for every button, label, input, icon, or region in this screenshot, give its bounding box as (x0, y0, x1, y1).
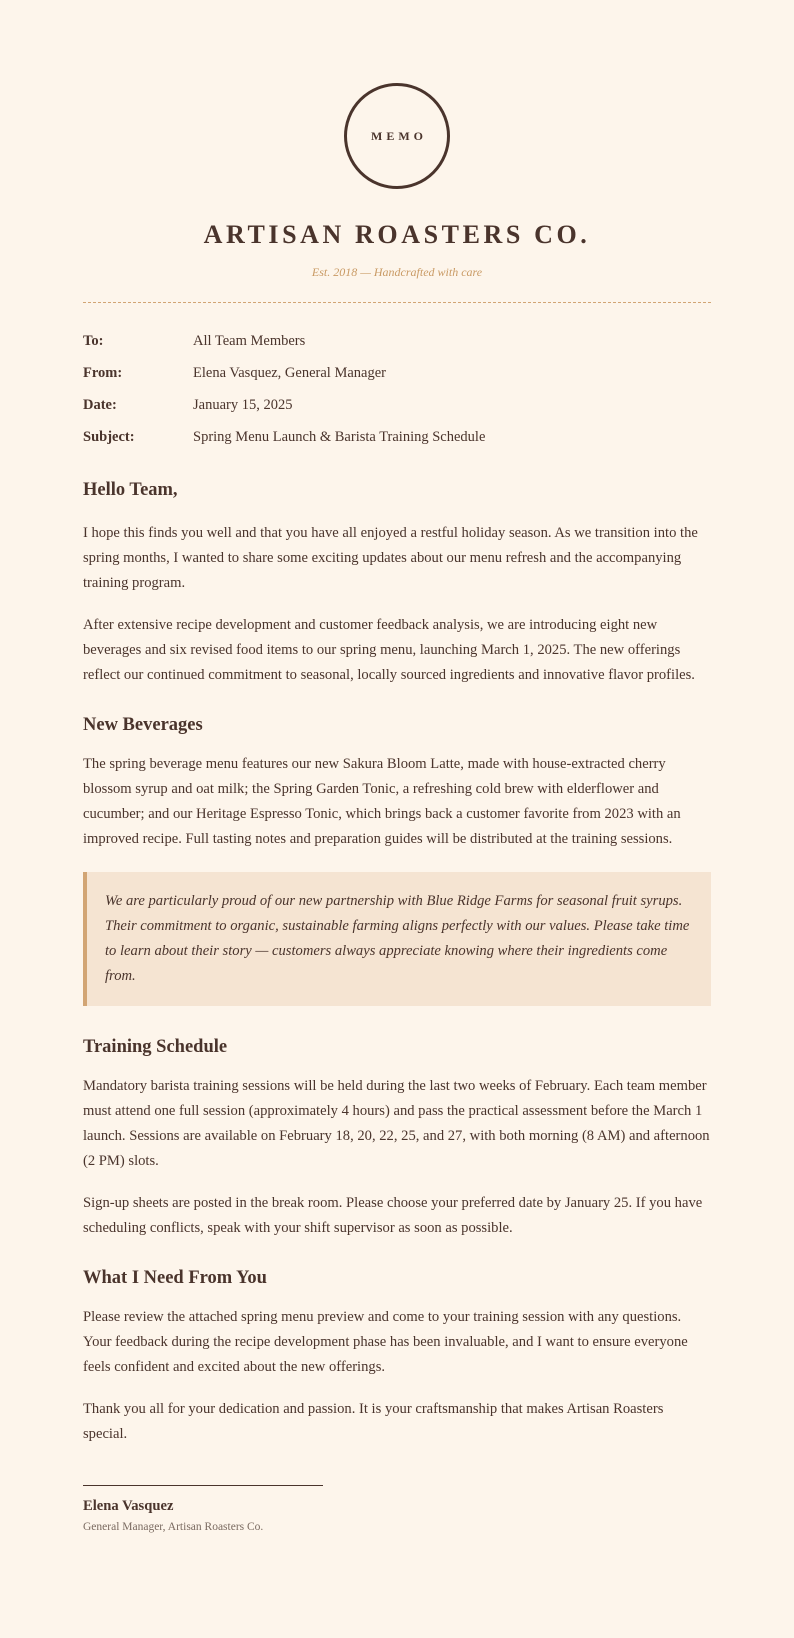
memo-seal-container (83, 83, 711, 189)
memo-meta (83, 331, 711, 459)
meta-value: Elena Vasquez, General Manager (193, 365, 386, 381)
intro-paragraph: After extensive recipe development and customer feedback analysis, we are introducing eight new beverages and six revised food items to our spring menu, launching March 1, 2025. The new offerings reflect our continued commitment to seasonal, locally sourced ingredients and innovative flavor profiles. (83, 617, 695, 683)
signature-line (83, 1485, 323, 1486)
company-name: ARTISAN ROASTERS CO. (203, 220, 591, 249)
meta-value: Spring Menu Launch & Barista Training Schedule (193, 429, 486, 445)
meta-label: From: (83, 365, 123, 381)
memo-seal (344, 83, 450, 189)
meta-value: January 15, 2025 (193, 397, 293, 413)
intro-paragraph: I hope this finds you well and that you have all enjoyed a restful holiday season. As we transition into the spring months, I wanted to share some exciting updates about our menu refresh and the accompanying training program. (83, 525, 698, 591)
meta-row-subject (83, 427, 711, 459)
section-heading-training: Training Schedule (83, 1037, 228, 1057)
greeting: Hello Team, (83, 480, 178, 500)
memo-body (83, 478, 711, 1535)
meta-row-from (83, 363, 711, 395)
callout-box (83, 872, 711, 1006)
beverages-paragraph: The spring beverage menu features our new Sakura Bloom Latte, made with house-extracted cherry blossom syrup and oat milk; the Spring Garden Tonic, a refreshing cold brew with elderflower and cucumber; and our Heritage Espresso Tonic, which brings back a customer favorite from 2023 with an improved recipe. Full tasting notes and preparation guides will be distributed at the training sessions. (83, 756, 681, 847)
section-heading-needs: What I Need From You (83, 1268, 267, 1288)
meta-row-to (83, 331, 711, 363)
callout-text: We are particularly proud of our new partnership with Blue Ridge Farms for seasonal fruit syrups. Their commitment to organic, sustainable farming aligns perfectly with our values. Please take time to learn about their story — customers always appreciate knowing where their ingredients come from. (105, 893, 690, 984)
meta-row-date (83, 395, 711, 427)
meta-value: All Team Members (193, 333, 306, 349)
meta-label: To: (83, 333, 104, 349)
meta-label: Date: (83, 397, 117, 413)
section-heading-beverages: New Beverages (83, 715, 203, 735)
company-tagline: Est. 2018 — Handcrafted with care (311, 265, 483, 279)
memo-seal-label: MEMO (371, 128, 427, 143)
training-paragraph: Sign-up sheets are posted in the break room. Please choose your preferred date by January 25. If you have scheduling conflicts, speak with your shift supervisor as soon as possible. (83, 1195, 703, 1236)
signature-title: General Manager, Artisan Roasters Co. (83, 1521, 264, 1533)
closing-paragraph: Thank you all for your dedication and passion. It is your craftsmanship that makes Artisan Roasters special. (83, 1401, 664, 1442)
meta-label: Subject: (83, 429, 135, 445)
signature-name: Elena Vasquez (83, 1498, 174, 1514)
header-divider (83, 302, 711, 303)
needs-paragraph: Please review the attached spring menu preview and come to your training session with any questions. Your feedback during the recipe development phase has been invaluable, and I want to ensure everyone feels confident and excited about the new offerings. (83, 1309, 688, 1375)
training-paragraph: Mandatory barista training sessions will be held during the last two weeks of February. Each team member must attend one full session (approximately 4 hours) and pass the practical assessment before the March 1 launch. Sessions are available on February 18, 20, 22, 25, and 27, with both morning (8 AM) and afternoon (2 PM) slots. (83, 1078, 710, 1169)
